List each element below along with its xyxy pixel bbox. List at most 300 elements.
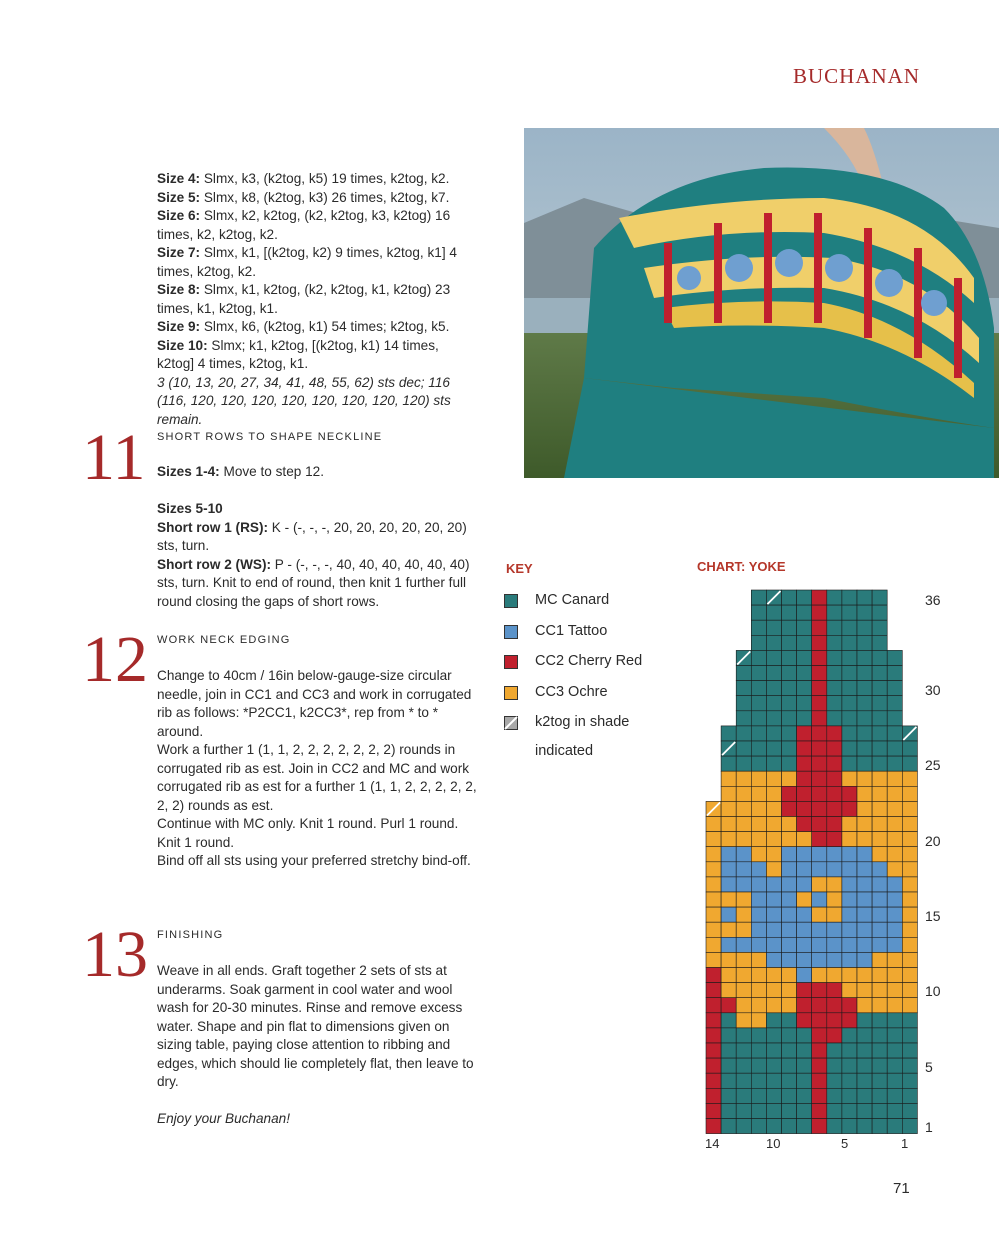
chart-cell-r6-c2 [887, 1043, 902, 1058]
chart-cell-r34-c7 [812, 620, 827, 635]
chart-cell-r7-c4 [857, 1028, 872, 1043]
chart-cell-r7-c10 [766, 1028, 781, 1043]
chart-cell-r34-c9 [782, 620, 797, 635]
chart-cell-r8-c5 [842, 1013, 857, 1028]
chart-cell-r26-c6 [827, 741, 842, 756]
chart-cell-r21-c10 [766, 817, 781, 832]
chart-cell-r25-c12 [736, 756, 751, 771]
chart-cell-r20-c9 [782, 832, 797, 847]
step-12-p1: Change to 40cm / 16in below-gauge-size circular needle, join in CC1 and CC3 and work in corrugated rib as follows: *P2CC1, k2CC3*, rep from * to * around. [157, 668, 472, 739]
chart-cell-r21-c6 [827, 817, 842, 832]
chart-cell-r10-c3 [872, 983, 887, 998]
chart-cell-r1-c9 [782, 1119, 797, 1134]
chart-cell-r27-c10 [766, 726, 781, 741]
chart-cell-r16-c9 [782, 892, 797, 907]
chart-cell-r1-c10 [766, 1119, 781, 1134]
chart-cell-r8-c7 [812, 1013, 827, 1028]
chart-cell-r7-c2 [887, 1028, 902, 1043]
chart-cell-r10-c5 [842, 983, 857, 998]
chart-cell-r6-c6 [827, 1043, 842, 1058]
chart-cell-r10-c6 [827, 983, 842, 998]
chart-cell-r21-c5 [842, 817, 857, 832]
chart-cell-r4-c4 [857, 1073, 872, 1088]
chart-cell-r24-c1 [902, 771, 917, 786]
chart-cell-r6-c10 [766, 1043, 781, 1058]
chart-cell-r12-c1 [902, 952, 917, 967]
chart-cell-r24-c7 [812, 771, 827, 786]
chart-cell-r29-c12 [736, 696, 751, 711]
chart-cell-r27-c7 [812, 726, 827, 741]
chart-cell-r9-c11 [751, 998, 766, 1013]
chart-cell-r13-c12 [736, 937, 751, 952]
chart-cell-r3-c6 [827, 1088, 842, 1103]
chart-cell-r3-c12 [736, 1088, 751, 1103]
chart-cell-r22-c3 [872, 801, 887, 816]
chart-cell-r32-c11 [751, 650, 766, 665]
chart-cell-r8-c14 [706, 1013, 721, 1028]
chart-cell-r16-c13 [721, 892, 736, 907]
chart-cell-r36-c11 [751, 590, 766, 605]
running-head-title: BUCHANAN [792, 64, 920, 88]
chart-cell-r15-c9 [782, 907, 797, 922]
chart-cell-r29-c2 [887, 696, 902, 711]
row-label-15: 15 [925, 908, 941, 924]
sizes-1-4-line: Sizes 1-4: Move to step 12. [157, 464, 324, 479]
chart-cell-r30-c11 [751, 681, 766, 696]
key-label-mc: MC Canard [535, 592, 610, 608]
chart-cell-r17-c4 [857, 877, 872, 892]
chart-cell-r12-c8 [797, 952, 812, 967]
chart-cell-r14-c14 [706, 922, 721, 937]
chart-cell-r25-c10 [766, 756, 781, 771]
mc-swatch [504, 594, 518, 608]
chart-cell-r15-c13 [721, 907, 736, 922]
chart-cell-r5-c14 [706, 1058, 721, 1073]
chart-cell-r11-c8 [797, 968, 812, 983]
chart-cell-r36-c7 [812, 590, 827, 605]
key-label-cc2: CC2 Cherry Red [535, 653, 643, 669]
chart-cell-r3-c11 [751, 1088, 766, 1103]
chart-cell-r23-c10 [766, 786, 781, 801]
chart-cell-r1-c5 [842, 1119, 857, 1134]
chart-cell-r22-c11 [751, 801, 766, 816]
chart-cell-r10-c13 [721, 983, 736, 998]
chart-cell-r10-c2 [887, 983, 902, 998]
chart-cell-r33-c9 [782, 635, 797, 650]
chart-cell-r8-c10 [766, 1013, 781, 1028]
chart-cell-r2-c10 [766, 1103, 781, 1118]
col-label-5: 5 [841, 1136, 849, 1151]
chart-cell-r2-c11 [751, 1103, 766, 1118]
chart-cell-r21-c4 [857, 817, 872, 832]
chart-cell-r23-c8 [797, 786, 812, 801]
chart-cell-r36-c9 [782, 590, 797, 605]
chart-cell-r20-c8 [797, 832, 812, 847]
chart-cell-r25-c1 [902, 756, 917, 771]
cc2-swatch [504, 655, 518, 669]
chart-cell-r33-c6 [827, 635, 842, 650]
chart-cell-r15-c12 [736, 907, 751, 922]
chart-cell-r26-c5 [842, 741, 857, 756]
chart-cell-r13-c10 [766, 937, 781, 952]
col-label-14: 14 [705, 1136, 720, 1151]
chart-cell-r28-c2 [887, 711, 902, 726]
chart-cell-r16-c7 [812, 892, 827, 907]
chart-cell-r33-c10 [766, 635, 781, 650]
k2tog-mark-r36-c1 [903, 591, 916, 604]
chart-cell-r16-c14 [706, 892, 721, 907]
chart-cell-r24-c10 [766, 771, 781, 786]
step-12-number: 12 [82, 623, 148, 696]
chart-cell-r32-c9 [782, 650, 797, 665]
chart-cell-r19-c5 [842, 847, 857, 862]
chart-cell-r6-c11 [751, 1043, 766, 1058]
chart-cell-r2-c5 [842, 1103, 857, 1118]
chart-cell-r27-c5 [842, 726, 857, 741]
chart-cell-r2-c6 [827, 1103, 842, 1118]
chart-cell-r5-c3 [872, 1058, 887, 1073]
short-row-2: Short row 2 (WS): P - (-, -, -, 40, 40, 40, 40, 40, 40) sts, turn. Knit to end of round, then knit 1 further full round closing the gaps of short rows. [157, 556, 470, 609]
chart-cell-r29-c9 [782, 696, 797, 711]
chart-cell-r31-c2 [887, 666, 902, 681]
step-13-p1: Weave in all ends. Graft together 2 sets of sts at underarms. Soak garment in cool water and wool wash for 20-30 minutes. Rinse and remove excess water. Shape and pin flat to dimensions given on sizing table, paying close attention to ribbing and edges, which should lie completely flat, then leave to dry. [157, 963, 474, 1089]
chart-cell-r24-c6 [827, 771, 842, 786]
chart-cell-r11-c11 [751, 968, 766, 983]
chart-cell-r17-c3 [872, 877, 887, 892]
chart-cell-r12-c4 [857, 952, 872, 967]
chart-cell-r9-c10 [766, 998, 781, 1013]
chart-cell-r15-c11 [751, 907, 766, 922]
row-label-36: 36 [925, 592, 941, 608]
chart-cell-r18-c4 [857, 862, 872, 877]
chart-cell-r10-c14 [706, 983, 721, 998]
chart-cell-r26-c7 [812, 741, 827, 756]
chart-cell-r18-c12 [736, 862, 751, 877]
chart-cell-r4-c12 [736, 1073, 751, 1088]
chart-cell-r12-c6 [827, 952, 842, 967]
step-13-heading: FINISHING [157, 929, 224, 941]
chart-cell-r22-c10 [766, 801, 781, 816]
chart-cell-r28-c4 [857, 711, 872, 726]
chart-cell-r18-c3 [872, 862, 887, 877]
chart-cell-r9-c8 [797, 998, 812, 1013]
chart-cell-r19-c12 [736, 847, 751, 862]
chart-cell-r15-c7 [812, 907, 827, 922]
chart-cell-r34-c10 [766, 620, 781, 635]
chart-cell-r1-c2 [887, 1119, 902, 1134]
chart-cell-r32-c2 [887, 650, 902, 665]
chart-cell-r28-c7 [812, 711, 827, 726]
chart-cell-r19-c10 [766, 847, 781, 862]
chart-cell-r21-c11 [751, 817, 766, 832]
chart-cell-r27-c9 [782, 726, 797, 741]
chart-cell-r5-c11 [751, 1058, 766, 1073]
chart-cell-r2-c9 [782, 1103, 797, 1118]
yoke-photo [524, 128, 999, 478]
chart-cell-r30-c6 [827, 681, 842, 696]
chart-cell-r15-c8 [797, 907, 812, 922]
page-number: 71 [893, 1180, 910, 1197]
chart-cell-r14-c3 [872, 922, 887, 937]
chart-cell-r11-c14 [706, 968, 721, 983]
chart-cell-r18-c11 [751, 862, 766, 877]
chart-cell-r26-c12 [736, 741, 751, 756]
chart-cell-r13-c13 [721, 937, 736, 952]
chart-cell-r10-c9 [782, 983, 797, 998]
chart-cell-r9-c3 [872, 998, 887, 1013]
chart-cell-r2-c1 [902, 1103, 917, 1118]
chart-cell-r6-c7 [812, 1043, 827, 1058]
chart-cell-r14-c6 [827, 922, 842, 937]
chart-cell-r18-c6 [827, 862, 842, 877]
chart-cell-r5-c9 [782, 1058, 797, 1073]
chart-cell-r3-c14 [706, 1088, 721, 1103]
chart-cell-r12-c9 [782, 952, 797, 967]
chart-cell-r17-c11 [751, 877, 766, 892]
chart-cell-r30-c8 [797, 681, 812, 696]
chart-cell-r22-c13 [721, 801, 736, 816]
yoke-photo-image [524, 128, 999, 478]
chart-cell-r23-c4 [857, 786, 872, 801]
chart-cell-r31-c7 [812, 666, 827, 681]
chart-cell-r34-c4 [857, 620, 872, 635]
chart-cell-r5-c12 [736, 1058, 751, 1073]
chart-cell-r21-c9 [782, 817, 797, 832]
chart-cell-r16-c12 [736, 892, 751, 907]
chart-cell-r13-c1 [902, 937, 917, 952]
chart-cell-r18-c5 [842, 862, 857, 877]
chart-cell-r1-c8 [797, 1119, 812, 1134]
chart-cell-r16-c5 [842, 892, 857, 907]
chart-cell-r22-c4 [857, 801, 872, 816]
chart-cell-r31-c10 [766, 666, 781, 681]
chart-cell-r27-c2 [887, 726, 902, 741]
chart-cell-r17-c1 [902, 877, 917, 892]
step-13-body [157, 962, 477, 1129]
chart-cell-r7-c7 [812, 1028, 827, 1043]
key-label-cc3: CC3 Ochre [535, 684, 608, 700]
chart-cell-r29-c8 [797, 696, 812, 711]
chart-cell-r35-c3 [872, 605, 887, 620]
chart-cell-r18-c8 [797, 862, 812, 877]
chart-cell-r25-c11 [751, 756, 766, 771]
chart-cell-r8-c8 [797, 1013, 812, 1028]
chart-cell-r8-c4 [857, 1013, 872, 1028]
chart-cell-r24-c5 [842, 771, 857, 786]
chart-cell-r17-c9 [782, 877, 797, 892]
chart-cell-r22-c6 [827, 801, 842, 816]
chart-cell-r16-c6 [827, 892, 842, 907]
chart-cell-r35-c10 [766, 605, 781, 620]
chart-cell-r1-c14 [706, 1119, 721, 1134]
chart-cell-r6-c5 [842, 1043, 857, 1058]
chart-cell-r9-c2 [887, 998, 902, 1013]
chart-cell-r22-c7 [812, 801, 827, 816]
chart-cell-r25-c4 [857, 756, 872, 771]
short-row-1: Short row 1 (RS): K - (-, -, -, 20, 20, 20, 20, 20, 20) sts, turn. [157, 519, 467, 553]
chart-cell-r1-c7 [812, 1119, 827, 1134]
chart-cell-r14-c4 [857, 922, 872, 937]
chart-cell-r34-c11 [751, 620, 766, 635]
chart-cell-r16-c2 [887, 892, 902, 907]
chart-cell-r14-c12 [736, 922, 751, 937]
chart-cell-r32-c5 [842, 650, 857, 665]
step-11-heading: SHORT ROWS TO SHAPE NECKLINE [157, 431, 383, 443]
chart-cell-r27-c12 [736, 726, 751, 741]
chart-cell-r28-c8 [797, 711, 812, 726]
chart-cell-r36-c4 [857, 590, 872, 605]
chart-cell-r24-c12 [736, 771, 751, 786]
chart-cell-r24-c2 [887, 771, 902, 786]
k2tog-swatch [504, 716, 518, 730]
row-label-10: 10 [925, 983, 941, 999]
chart-cell-r34-c6 [827, 620, 842, 635]
chart-cell-r27-c3 [872, 726, 887, 741]
chart-cell-r17-c6 [827, 877, 842, 892]
chart-cell-r22-c8 [797, 801, 812, 816]
chart-cell-r9-c6 [827, 998, 842, 1013]
step-12-body [157, 667, 477, 871]
chart-cell-r16-c8 [797, 892, 812, 907]
row-label-5: 5 [925, 1059, 933, 1075]
chart-cell-r6-c13 [721, 1043, 736, 1058]
chart-cell-r3-c7 [812, 1088, 827, 1103]
chart-cell-r24-c11 [751, 771, 766, 786]
chart-cell-r30-c3 [872, 681, 887, 696]
chart-cell-r17-c13 [721, 877, 736, 892]
col-label-1: 1 [901, 1136, 909, 1151]
chart-cell-r19-c8 [797, 847, 812, 862]
chart-cell-r3-c1 [902, 1088, 917, 1103]
chart-cell-r21-c13 [721, 817, 736, 832]
step-11-body [157, 463, 477, 611]
chart-cell-r35-c4 [857, 605, 872, 620]
chart-cell-r1-c1 [902, 1119, 917, 1134]
chart-cell-r33-c4 [857, 635, 872, 650]
chart-cell-r33-c7 [812, 635, 827, 650]
chart-cell-r11-c5 [842, 968, 857, 983]
chart-cell-r2-c4 [857, 1103, 872, 1118]
chart-cell-r18-c9 [782, 862, 797, 877]
chart-cell-r15-c2 [887, 907, 902, 922]
chart-cell-r31-c4 [857, 666, 872, 681]
chart-cell-r20-c10 [766, 832, 781, 847]
chart-cell-r21-c7 [812, 817, 827, 832]
chart-cell-r35-c7 [812, 605, 827, 620]
chart-cell-r5-c5 [842, 1058, 857, 1073]
chart-cell-r2-c12 [736, 1103, 751, 1118]
chart-cell-r18-c14 [706, 862, 721, 877]
chart-cell-r25-c13 [721, 756, 736, 771]
chart-cell-r11-c4 [857, 968, 872, 983]
chart-cell-r25-c7 [812, 756, 827, 771]
chart-cell-r4-c1 [902, 1073, 917, 1088]
chart-cell-r19-c9 [782, 847, 797, 862]
chart-cell-r30-c5 [842, 681, 857, 696]
chart-cell-r20-c7 [812, 832, 827, 847]
chart-cell-r3-c13 [721, 1088, 736, 1103]
chart-cell-r18-c10 [766, 862, 781, 877]
chart-cell-r9-c1 [902, 998, 917, 1013]
chart-cell-r5-c13 [721, 1058, 736, 1073]
chart-cell-r1-c13 [721, 1119, 736, 1134]
chart-cell-r17-c7 [812, 877, 827, 892]
chart-cell-r26-c3 [872, 741, 887, 756]
chart-cell-r32-c6 [827, 650, 842, 665]
chart-cell-r14-c9 [782, 922, 797, 937]
chart-cell-r28-c11 [751, 711, 766, 726]
chart-cell-r24-c9 [782, 771, 797, 786]
size-6-line: Size 6: Slmx, k2, k2tog, (k2, k2tog, k3, k2tog) 16 times, k2, k2tog, k2. [157, 208, 451, 242]
chart-cell-r28-c3 [872, 711, 887, 726]
chart-cell-r5-c1 [902, 1058, 917, 1073]
chart-cell-r31-c6 [827, 666, 842, 681]
sizes-5-10-heading: Sizes 5-10 [157, 501, 223, 516]
chart-cell-r30-c9 [782, 681, 797, 696]
chart-cell-r27-c6 [827, 726, 842, 741]
size-instructions [157, 170, 477, 429]
chart-cell-r23-c1 [902, 786, 917, 801]
size-5-line: Size 5: Slmx, k8, (k2tog, k3) 26 times, k2tog, k7. [157, 189, 450, 205]
chart-cell-r20-c4 [857, 832, 872, 847]
chart-cell-r18-c13 [721, 862, 736, 877]
chart-cell-r22-c2 [887, 801, 902, 816]
chart-cell-r28-c10 [766, 711, 781, 726]
chart-cell-r34-c5 [842, 620, 857, 635]
chart-cell-r35-c5 [842, 605, 857, 620]
chart-cell-r7-c13 [721, 1028, 736, 1043]
chart-cell-r1-c3 [872, 1119, 887, 1134]
chart-cell-r3-c5 [842, 1088, 857, 1103]
chart-cell-r12-c13 [721, 952, 736, 967]
step-12-p2: Work a further 1 (1, 1, 2, 2, 2, 2, 2, 2, 2) rounds in corrugated rib as est. Join in CC2 and MC and work corrugated rib as est for a further 1 (1, 1, 2, 2, 2, 2, 2, 2, 2) rounds as est. [157, 742, 477, 813]
chart-cell-r29-c7 [812, 696, 827, 711]
chart-cell-r23-c6 [827, 786, 842, 801]
chart-cell-r20-c1 [902, 832, 917, 847]
chart-cell-r17-c14 [706, 877, 721, 892]
chart-cell-r31-c12 [736, 666, 751, 681]
chart-cell-r25-c3 [872, 756, 887, 771]
chart-cell-r6-c14 [706, 1043, 721, 1058]
chart-cell-r4-c14 [706, 1073, 721, 1088]
size-8-line: Size 8: Slmx, k1, k2tog, (k2, k2tog, k1, k2tog) 23 times, k1, k2tog, k1. [157, 282, 451, 316]
chart-cell-r1-c11 [751, 1119, 766, 1134]
chart-cell-r11-c7 [812, 968, 827, 983]
chart-cell-r16-c11 [751, 892, 766, 907]
chart-cell-r19-c3 [872, 847, 887, 862]
chart-cell-r19-c13 [721, 847, 736, 862]
chart-cell-r19-c6 [827, 847, 842, 862]
chart-cell-r13-c6 [827, 937, 842, 952]
chart-cell-r30-c2 [887, 681, 902, 696]
chart-cell-r18-c1 [902, 862, 917, 877]
chart-cell-r2-c3 [872, 1103, 887, 1118]
chart-cell-r29-c3 [872, 696, 887, 711]
chart-cell-r21-c1 [902, 817, 917, 832]
chart-cell-r15-c5 [842, 907, 857, 922]
chart-cell-r21-c3 [872, 817, 887, 832]
chart-cell-r7-c9 [782, 1028, 797, 1043]
chart-cell-r6-c9 [782, 1043, 797, 1058]
key-title: KEY [506, 561, 533, 576]
chart-cell-r27-c4 [857, 726, 872, 741]
chart-cell-r19-c7 [812, 847, 827, 862]
chart-cell-r7-c12 [736, 1028, 751, 1043]
chart-cell-r4-c6 [827, 1073, 842, 1088]
chart-cell-r20-c12 [736, 832, 751, 847]
chart-cell-r7-c1 [902, 1028, 917, 1043]
chart-cell-r26-c2 [887, 741, 902, 756]
